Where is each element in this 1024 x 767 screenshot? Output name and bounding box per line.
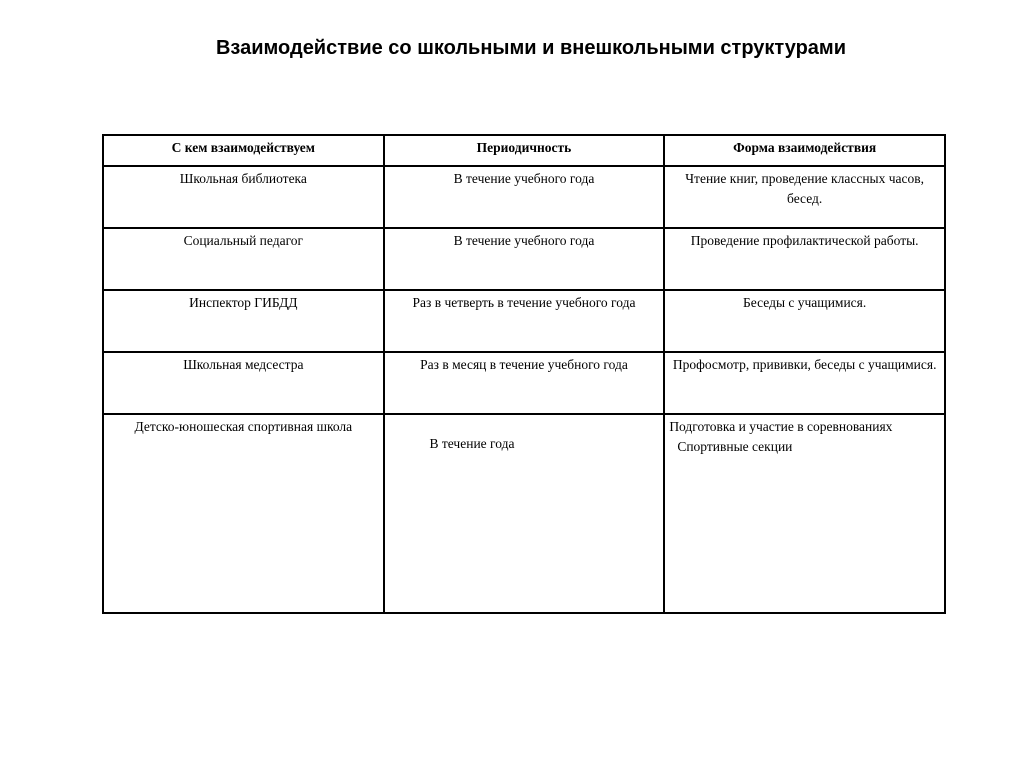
- table-row: [103, 228, 945, 290]
- header-form: Форма взаимодействия: [664, 135, 945, 166]
- header-who: С кем взаимодействуем: [103, 135, 384, 166]
- cell-who: Школьная библиотека: [103, 166, 384, 228]
- cell-form: Профосмотр, прививки, беседы с учащимися.: [664, 352, 945, 414]
- table-row: [103, 166, 945, 228]
- form-line: Подготовка и участие в соревнованиях: [669, 419, 893, 434]
- table-row: [103, 290, 945, 352]
- cell-period: В течение года: [384, 414, 665, 613]
- cell-who: Детско-юношеская спортивная школа: [103, 414, 384, 613]
- cell-form: Чтение книг, проведение классных часов, бесед.: [664, 166, 945, 228]
- cell-period: Раз в четверть в течение учебного года: [384, 290, 665, 352]
- table-row: [103, 352, 945, 414]
- cell-who: Школьная медсестра: [103, 352, 384, 414]
- table-header-row: [103, 135, 945, 166]
- table-row: [103, 414, 945, 613]
- cell-form: [664, 414, 945, 613]
- cell-form: Беседы с учащимися.: [664, 290, 945, 352]
- cell-who: Инспектор ГИБДД: [103, 290, 384, 352]
- interaction-table: [102, 134, 946, 614]
- cell-form: Проведение профилактической работы.: [664, 228, 945, 290]
- form-line: Спортивные секции: [677, 439, 793, 454]
- cell-who: Социальный педагог: [103, 228, 384, 290]
- cell-period: В течение учебного года: [384, 228, 665, 290]
- cell-period: Раз в месяц в течение учебного года: [384, 352, 665, 414]
- page-title: Взаимодействие со школьными и внешкольными структурами: [215, 37, 847, 59]
- cell-period: В течение учебного года: [384, 166, 665, 228]
- header-period: Периодичность: [384, 135, 665, 166]
